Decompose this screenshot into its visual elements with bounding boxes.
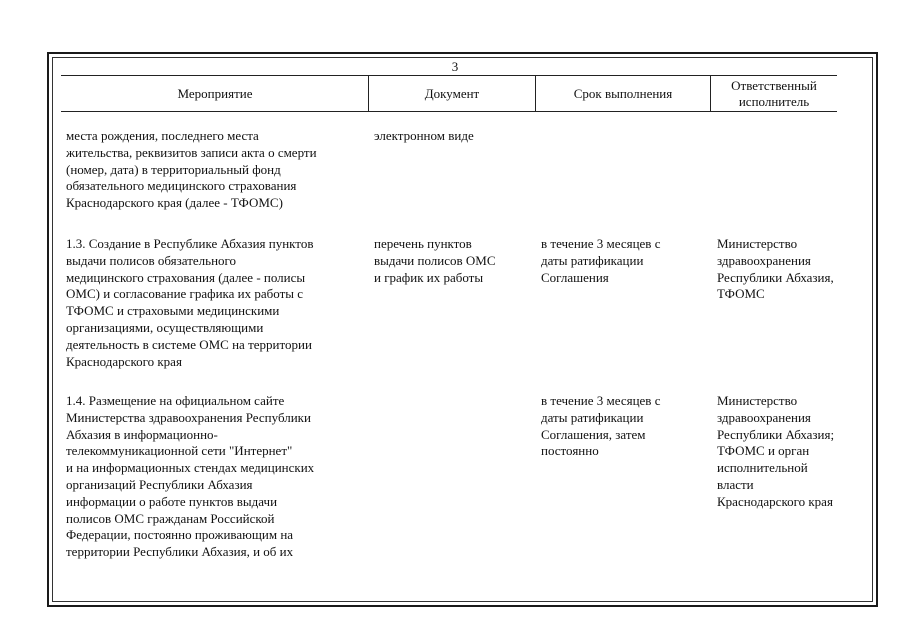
row-2-deadline: в течение 3 месяцев с даты ратификации Соглашения (541, 236, 661, 285)
row-3-executor: Министерство здравоохранения Республики Абхазия; ТФОМС и орган исполнительной власти Краснодарского края (717, 393, 835, 509)
row-2-measure: 1.3. Создание в Республике Абхазия пунктов выдачи полисов обязательного медицинского страхования (далее - полисы ОМС) и согласование графика их работы с ТФОМС и страховыми медицинскими организациями, осуществляющими деятельность в системе ОМС на территории Краснодарского края (66, 236, 314, 369)
row-3-deadline: в течение 3 месяцев с даты ратификации Соглашения, затем постоянно (541, 393, 661, 459)
page-number: 3 (451, 59, 459, 74)
row-1-measure: места рождения, последнего места жительства, реквизитов записи акта о смерти (номер, дата) в территориальный фонд обязательного медицинского страхования Краснодарского края (далее - ТФОМС) (66, 128, 317, 211)
header-executor: Ответственный исполнитель (731, 78, 817, 109)
row-3-measure: 1.4. Размещение на официальном сайте Министерства здравоохранения Республики Абхазия в информационно- телекоммуникационной сети "Интернет" и на информационных стендах медицинских организаций Республики Абхазия информации о работе пунктов выдачи полисов ОМС гражданам Российской Федерации, постоянно проживающим на территории Республики Абхазия, и об их (66, 393, 315, 560)
row-2-executor: Министерство здравоохранения Республики Абхазия, ТФОМС (717, 236, 834, 302)
row-1-document: электронном виде (374, 128, 474, 143)
header-document: Документ (424, 86, 480, 101)
header-measure: Мероприятие (177, 86, 253, 101)
header-deadline: Срок выполнения (573, 86, 673, 101)
row-2-document: перечень пунктов выдачи полисов ОМС и график их работы (374, 236, 496, 285)
